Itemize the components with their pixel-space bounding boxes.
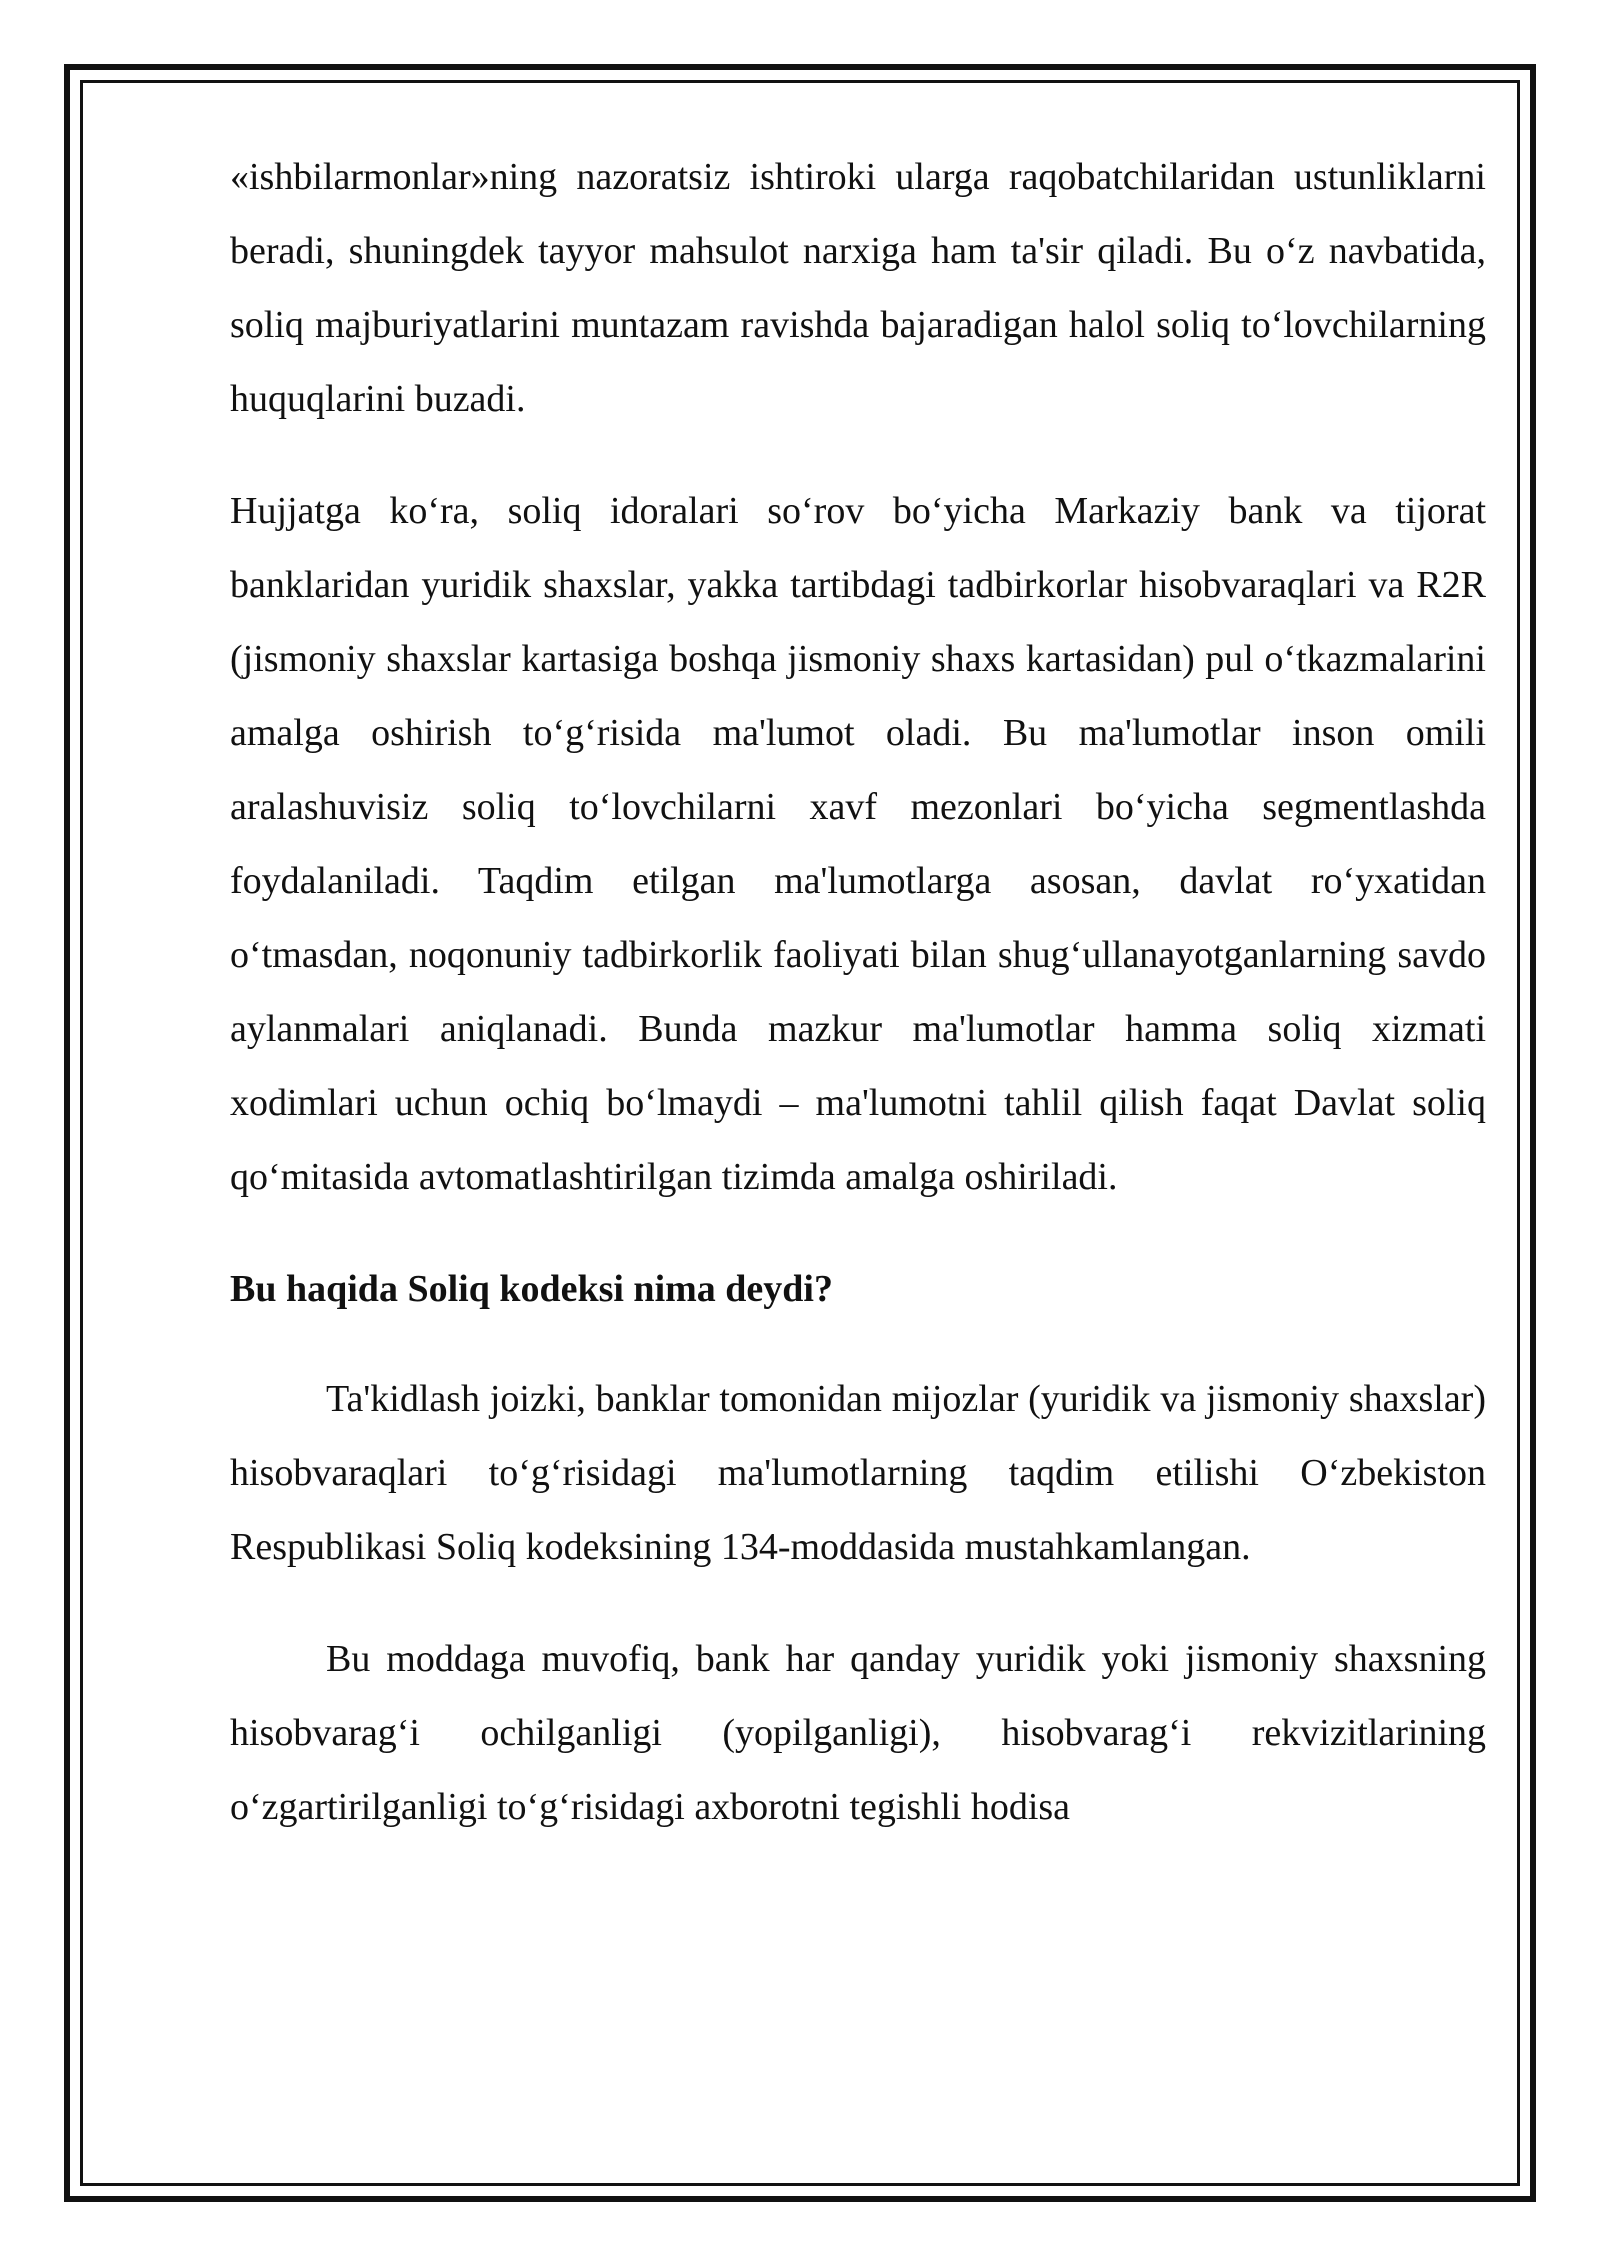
paragraph-2: Hujjatga ko‘ra, soliq idoralari so‘rov bo‘yicha Markaziy bank va tijorat banklaridan yuridik shaxslar, yakka tartibdagi tadbirkorlar hisobvaraqlari va R2R (jismoniy shaxslar kartasiga boshqa jismoniy shaxs kartasidan) pul o‘tkazmalarini amalga oshirish to‘g‘risida ma'lumot oladi. Bu ma'lumotlar inson omili aralashuvisiz soliq to‘lovchilarni xavf mezonlari bo‘yicha segmentlashda foydalaniladi. Taqdim etilgan ma'lumotlarga asosan, davlat ro‘yxatidan o‘tmasdan, noqonuniy tadbirkorlik faoliyati bilan shug‘ullanayotganlarning savdo aylanmalari aniqlanadi. Bunda mazkur ma'lumotlar hamma soliq xizmati xodimlari uchun ochiq bo‘lmaydi – ma'lumotni tahlil qilish faqat Davlat soliq qo‘mitasida avtomatlashtirilgan tizimda amalga oshiriladi.: [230, 490, 1486, 1198]
paragraph-3: Ta'kidlash joizki, banklar tomonidan mijozlar (yuridik va jismoniy shaxslar) hisobvaraqlari to‘g‘risidagi ma'lumotlarning taqdim etilishi O‘zbekiston Respublikasi Soliq kodeksining 134-moddasida mustahkamlangan.: [230, 1378, 1486, 1568]
document-body: [230, 140, 1486, 1882]
section-heading: Bu haqida Soliq kodeksi nima deydi?: [230, 1268, 833, 1310]
paragraph-1: «ishbilarmonlar»ning nazoratsiz ishtiroki ularga raqobatchilaridan ustunliklarni beradi, shuningdek tayyor mahsulot narxiga ham ta'sir qiladi. Bu o‘z navbatida, soliq majburiyatlarini muntazam ravishda bajaradigan halol soliq to‘lovchilarning huquqlarini buzadi.: [230, 156, 1486, 420]
paragraph-4: Bu moddaga muvofiq, bank har qanday yuridik yoki jismoniy shaxsning hisobvarag‘i ochilganligi (yopilganligi), hisobvarag‘i rekvizitlarining o‘zgartirilganligi to‘g‘risidagi axborotni tegishli hodisa: [230, 1638, 1486, 1828]
